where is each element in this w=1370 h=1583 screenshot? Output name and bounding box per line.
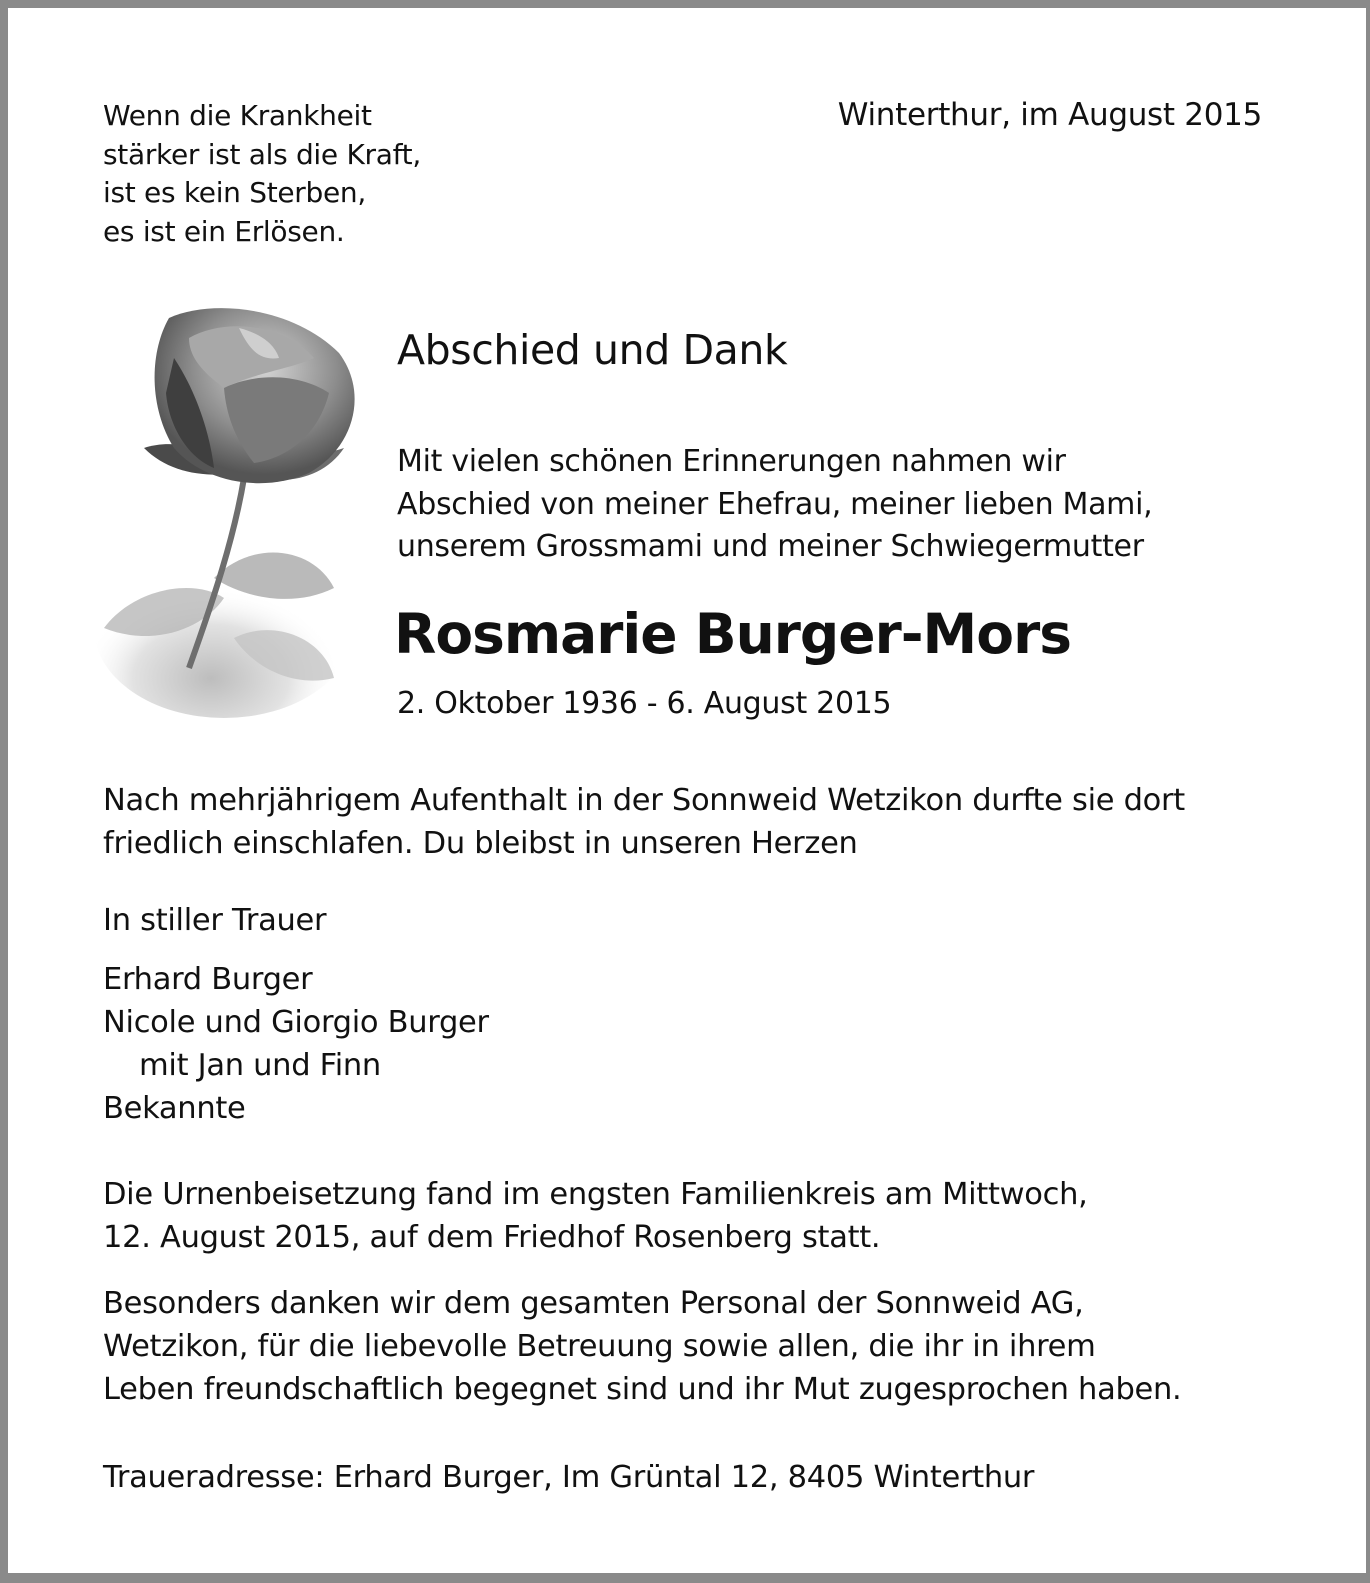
poem-line: stärker ist als die Kraft,: [103, 137, 421, 171]
life-dates: 2. Oktober 1936 - 6. August 2015: [397, 686, 892, 721]
message-line: Nach mehrjährigem Aufenthalt in der Sonnweid Wetzikon durfte sie dort: [103, 783, 1185, 818]
thanks-line: Leben freundschaftlich begegnet sind und ihr Mut zugesprochen haben.: [103, 1372, 1182, 1407]
poem-line: Wenn die Krankheit: [103, 99, 372, 132]
thanks-line: Wetzikon, für die liebevolle Betreuung sowie allen, die ihr in ihrem: [103, 1329, 1096, 1364]
burial-line: 12. August 2015, auf dem Friedhof Rosenberg statt.: [103, 1220, 881, 1255]
intro-line: Abschied von meiner Ehefrau, meiner lieben Mami,: [397, 486, 1153, 522]
notice-heading: Abschied und Dank: [397, 326, 788, 374]
message-paragraph: [103, 779, 1185, 865]
deceased-name: Rosmarie Burger-Mors: [394, 602, 1071, 666]
burial-paragraph: [103, 1173, 1088, 1259]
mourner: Nicole und Giorgio Burger: [103, 1005, 489, 1040]
poem-line: es ist ein Erlösen.: [103, 214, 345, 248]
mourning-label: In stiller Trauer: [103, 903, 327, 938]
mourner: Erhard Burger: [103, 962, 313, 997]
intro-line: unserem Grossmami und meiner Schwiegermutter: [397, 529, 1144, 564]
thanks-paragraph: [103, 1282, 1181, 1411]
mourners-list: [103, 958, 489, 1130]
mourning-address: Traueradresse: Erhard Burger, Im Grüntal 12, 8405 Winterthur: [103, 1460, 1035, 1495]
mourner: Bekannte: [103, 1091, 246, 1126]
burial-line: Die Urnenbeisetzung fand im engsten Familienkreis am Mittwoch,: [103, 1177, 1088, 1212]
message-line: friedlich einschlafen. Du bleibst in unseren Herzen: [103, 826, 858, 861]
intro-line: Mit vielen schönen Erinnerungen nahmen wir: [397, 444, 1066, 479]
rose-icon: [94, 298, 376, 718]
mourner: mit Jan und Finn: [139, 1048, 381, 1083]
thanks-line: Besonders danken wir dem gesamten Personal der Sonnweid AG,: [103, 1286, 1084, 1321]
poem-line: ist es kein Sterben,: [103, 176, 366, 209]
poem: [103, 97, 421, 251]
intro-text: [397, 441, 1152, 569]
place-and-date: Winterthur, im August 2015: [837, 97, 1262, 133]
